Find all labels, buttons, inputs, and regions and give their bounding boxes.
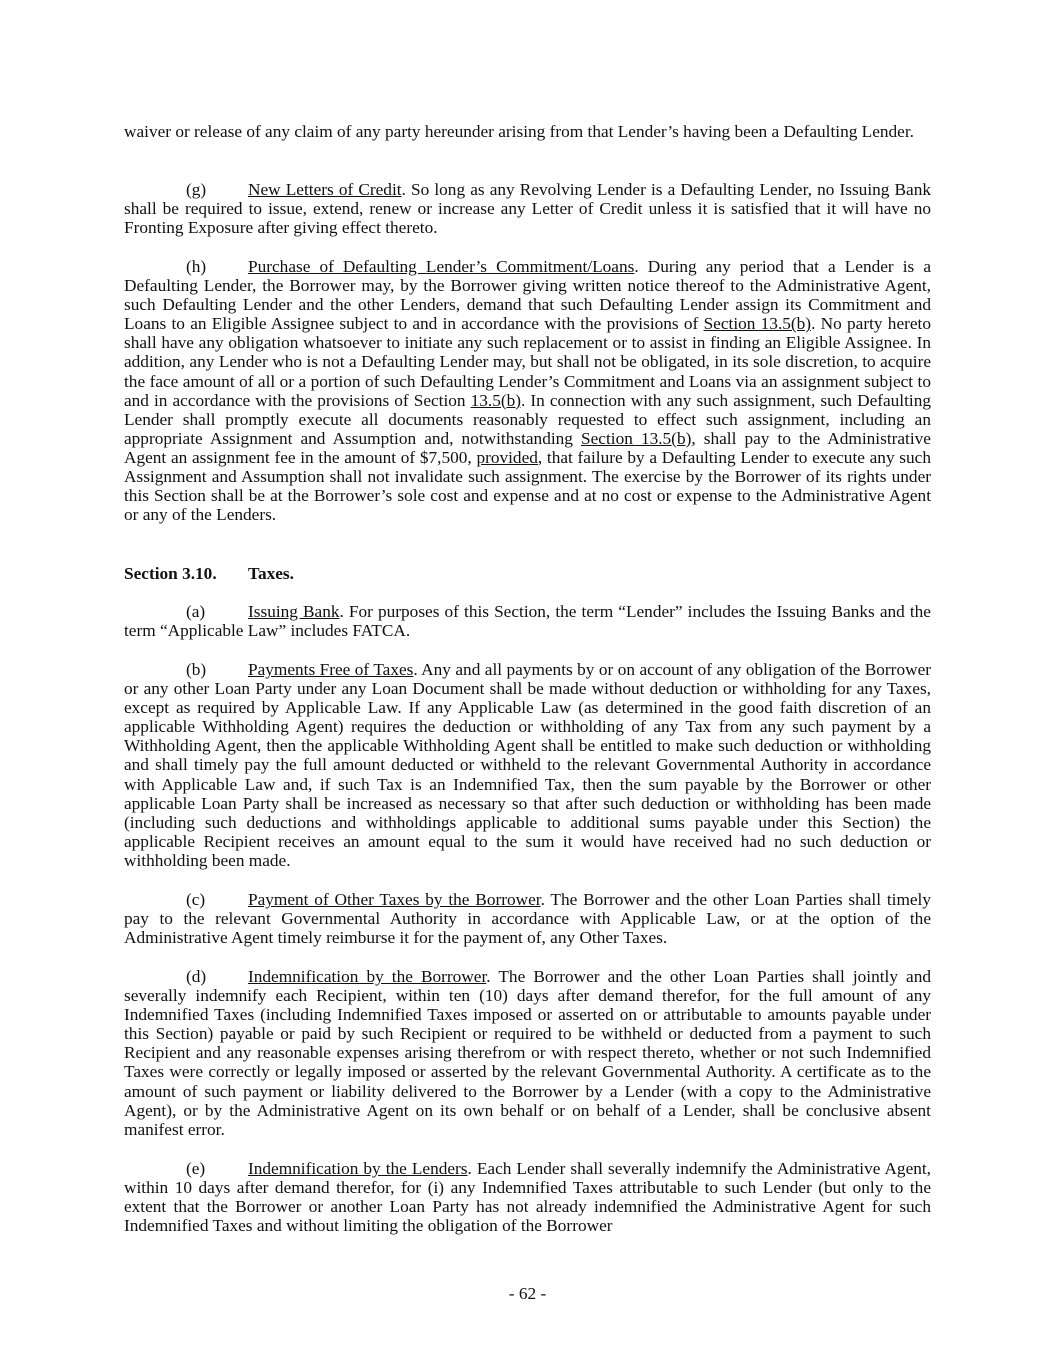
clause-label: (a) [186,602,206,621]
section-number: Section 3.10. [124,564,217,583]
paragraph-taxes-a [124,602,931,640]
section-reference: 13.5(b) [470,390,522,410]
clause-title: Indemnification by the Borrower [248,967,487,986]
paragraph-g: (g) New Letters of Credit. So long as any Revolving Lender is a Defaulting Lender, no Issuing Bank shall be required to issue, extend, renew or increase any Letter of Credit unless it is satisfied that it will have no Fronting Exposure after giving effect thereto. [124,180,931,238]
paragraph-taxes-c [124,890,931,947]
section-reference: Section 13.5(b) [581,428,692,448]
clause-title: Issuing Bank [248,602,340,621]
clause-title: Purchase of Defaulting Lender’s Commitment/Loans [248,257,635,276]
section-title: Taxes. [248,564,294,583]
clause-title: Indemnification by the Lenders [248,1159,468,1178]
clause-body: So long as any Revolving Lender is a Defaulting Lender, no Issuing Bank shall be required to issue, extend, renew or increase any Letter of Credit unless it is satisfied that it will have no Fronting Exposure after giving effect thereto. [124,180,931,238]
clause-body: . For purposes of this Section, the term “Lender” includes the Issuing Banks and the term “Applicable Law” includes FATCA. [124,602,931,641]
clause-body: . The Borrower and the other Loan Parties shall timely pay to the relevant Governmental Authority in accordance with Applicable Law, or at the option of the Administrative Agent timely reimburse it for the payment of, any Other Taxes. [124,890,932,948]
section-heading [124,564,294,583]
paragraph-taxes-b [124,660,931,870]
provided-term: provided [476,447,538,467]
clause-title: Payments Free of Taxes [248,660,414,679]
clause-label: (h) [186,257,207,276]
paragraph-continuation [124,122,931,141]
clause-label: (c) [186,890,206,909]
paragraph-taxes-d [124,967,931,1139]
clause-label: (g) [186,180,207,199]
clause-label: (b) [186,660,207,679]
clause-title: New Letters of Credit [248,180,402,199]
clause-label: (e) [186,1159,206,1178]
paragraph-h: (h) Purchase of Defaulting Lender’s Commitment/Loans. During any period that a Lender is a Defaulting Lender, the Borrower may, by the Borrower giving written notice thereof to the Administrative Agent, such Defaulting Lender and the other Lenders, demand that such Defaulting Lender assign its Commitment and Loans to an Eligible Assignee subject to and in accordance with the provisions of Section 13.5(b). No party hereto shall have any obligation whatsoever to initiate any such replacement or to assist in finding an Eligible Assignee. In addition, any Lender who is not a Defaulting Lender may, but shall not be obligated, in its sole discretion, to acquire the face amount of all or a portion of such Defaulting Lender’s Commitment and Loans via an assignment subject to and in accordance with the provisions of Section 13.5(b). In connection with any such assignment, such Defaulting Lender shall promptly execute all documents reasonably requested to effect such assignment, including an appropriate Assignment and Assumption and, notwithstanding Section 13.5(b), shall pay to the Administrative Agent an assignment fee in the amount of $7,500, provided, that failure by a Defaulting Lender to execute any such Assignment and Assumption shall not invalidate such assignment. The exercise by the Borrower of its rights under this Section shall be at the Borrower’s sole cost and expense and at no cost or expense to the Administrative Agent or any of the Lenders. [124,257,932,525]
clause-body: . The Borrower and the other Loan Parties shall jointly and severally indemnify each Recipient, within ten (10) days after demand therefor, for the full amount of any Indemnified Taxes (including Indemnified Taxes imposed or asserted on or attributable to amounts payable under this Section) payable or paid by such Recipient or required to be withheld or deducted from a payment to such Recipient and any reasonable expenses arising therefrom or with respect thereto, whether or not such Indemnified Taxes were correctly or legally imposed or asserted by the relevant Governmental Authority. A certificate as to the amount of such payment or liability delivered to the Borrower by a Lender (with a copy to the Administrative Agent), or by the Administrative Agent on its own behalf or on behalf of a Lender, shall be conclusive absent manifest error. [124,967,931,1139]
clause-body: . Each Lender shall severally indemnify the Administrative Agent, within 10 days after demand therefor, for (i) any Indemnified Taxes attributable to such Lender (but only to the extent that the Borrower or another Loan Party has not already indemnified the Administrative Agent for such Indemnified Taxes and without limiting the obligation of the Borrower [124,1159,932,1236]
paragraph-text: waiver or release of any claim of any party hereunder arising from that Lender’s having been a Defaulting Lender. [124,122,914,141]
clause-label: (d) [186,967,207,986]
clause-body: . Any and all payments by or on account of any obligation of the Borrower or any other Loan Party under any Loan Document shall be made without deduction or withholding for any Taxes, except as required by Applicable Law. If any Applicable Law (as determined in the good faith discretion of an applicable Withholding Agent) requires the deduction or withholding of any Tax from any such payment by a Withholding Agent, then the applicable Withholding Agent shall be entitled to make such deduction or withholding and shall timely pay the full amount deducted or withheld to the relevant Governmental Authority in accordance with Applicable Law and, if such Tax is an Indemnified Tax, then the sum payable by the Borrower or other applicable Loan Party shall be increased as necessary so that after such deduction or withholding has been made (including such deductions and withholdings applicable to additional sums payable under this Section) the applicable Recipient receives an amount equal to the sum it would have received had no such deduction or withholding been made. [124,660,931,870]
page-number: - 62 - [508,1284,547,1303]
paragraph-taxes-e [124,1159,931,1235]
clause-title: Payment of Other Taxes by the Borrower [248,890,541,909]
section-reference: Section 13.5(b) [703,314,812,334]
